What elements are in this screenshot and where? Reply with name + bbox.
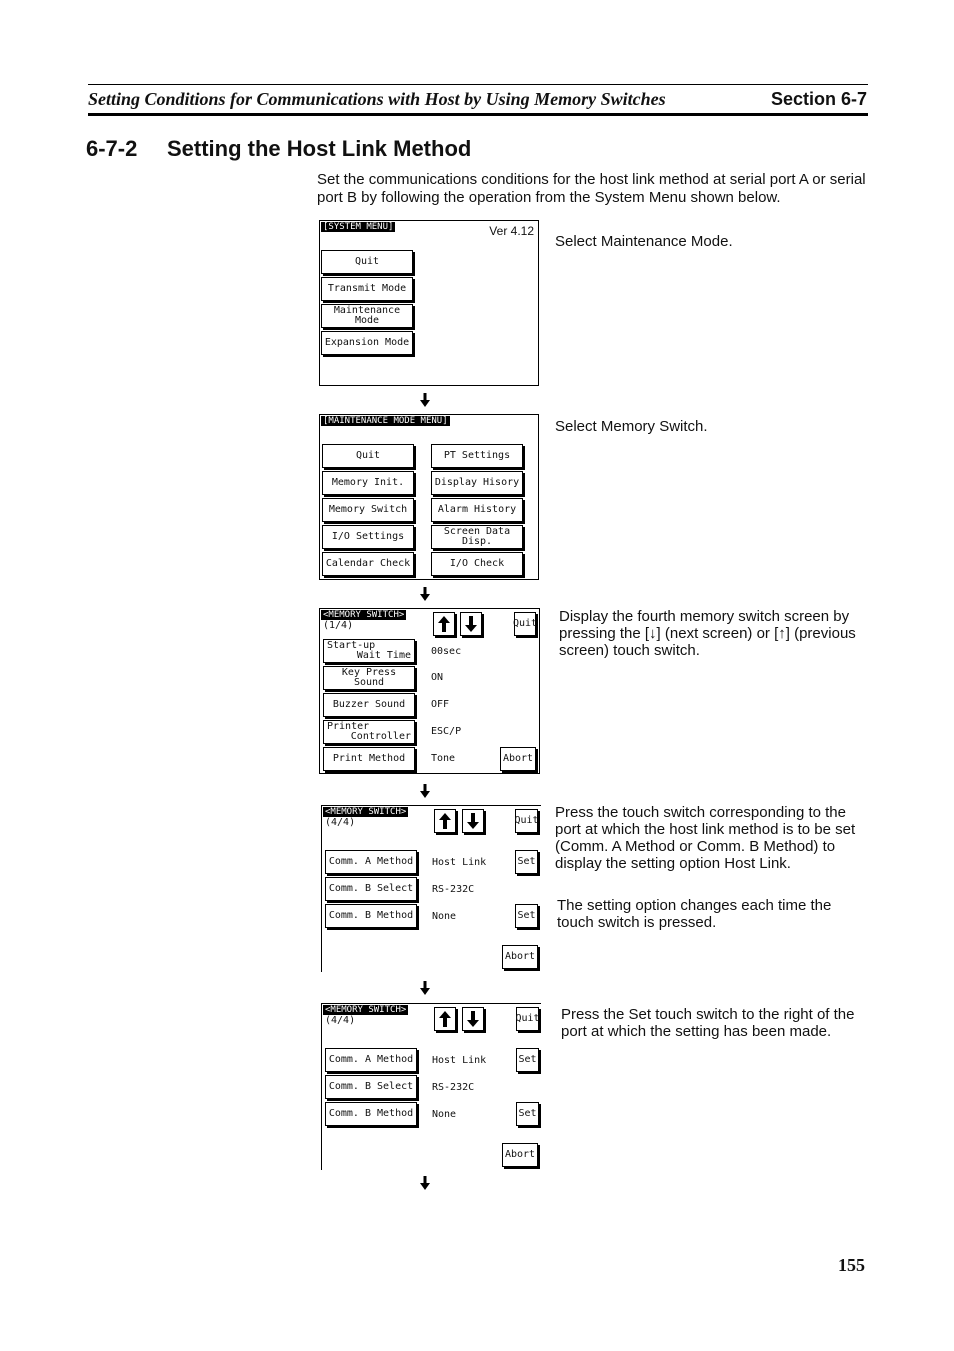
setting-value: Host Link xyxy=(432,1055,487,1066)
printer-controller-button[interactable] xyxy=(323,720,415,744)
comm-b-select-button[interactable]: Comm. B Select xyxy=(325,877,417,901)
abort-button[interactable]: Abort xyxy=(500,747,536,771)
expansion-mode-button[interactable]: Expansion Mode xyxy=(321,331,413,355)
transmit-mode-button[interactable]: Transmit Mode xyxy=(321,277,413,301)
step-note-4: Press the touch switch corresponding to the port at which the host link method is to be set (Comm. A Method or Comm. B Method) to display the setting option Host Link. xyxy=(555,804,856,872)
print-method-button[interactable]: Print Method xyxy=(323,747,415,771)
quit-button[interactable]: Quit xyxy=(515,809,538,833)
flow-arrow-down-icon xyxy=(420,587,430,601)
running-header-section: Section 6-7 xyxy=(770,89,867,109)
display-history-button[interactable]: Display Hisory xyxy=(431,471,523,495)
startup-wait-time-button[interactable] xyxy=(323,639,415,663)
comm-a-method-button[interactable]: Comm. A Method xyxy=(325,1048,417,1072)
screen-title: <MEMORY SWITCH> xyxy=(325,1005,407,1015)
button-label-line1: Printer xyxy=(327,721,370,732)
flow-arrow-down-icon xyxy=(420,393,430,407)
comm-b-select-button[interactable]: Comm. B Select xyxy=(325,1075,417,1099)
setting-value: ON xyxy=(431,672,444,683)
set-button[interactable]: Set xyxy=(516,1048,539,1072)
section-title: Setting the Host Link Method xyxy=(167,136,472,161)
header-rule-bottom xyxy=(88,113,868,116)
key-press-sound-button[interactable]: Key Press Sound xyxy=(323,666,415,690)
setting-value: OFF xyxy=(431,699,450,710)
button-label-line2: Wait Time xyxy=(356,650,411,661)
up-arrow-icon xyxy=(439,813,451,829)
setting-value: RS-232C xyxy=(432,884,475,895)
screen-title: [SYSTEM MENU] xyxy=(323,222,394,232)
quit-button[interactable]: Quit xyxy=(322,444,414,468)
memory-init-button[interactable]: Memory Init. xyxy=(322,471,414,495)
step-note-1: Select Maintenance Mode. xyxy=(555,233,733,250)
step-note-5: The setting option changes each time the touch switch is pressed. xyxy=(557,897,832,931)
setting-value: 00sec xyxy=(431,646,462,657)
maintenance-menu-screen xyxy=(319,414,539,580)
set-button[interactable]: Set xyxy=(515,904,538,928)
down-arrow-button[interactable] xyxy=(462,809,484,833)
buzzer-sound-button[interactable]: Buzzer Sound xyxy=(323,693,415,717)
up-arrow-button[interactable] xyxy=(434,809,456,833)
up-arrow-icon xyxy=(438,616,450,632)
up-arrow-button[interactable] xyxy=(434,1007,456,1031)
page-indicator: (4/4) xyxy=(325,817,356,828)
io-check-button[interactable]: I/O Check xyxy=(431,552,523,576)
running-header-title: Setting Conditions for Communications with Host by Using Memory Switches xyxy=(88,89,666,109)
version-label: Ver 4.12 xyxy=(489,224,534,238)
setting-value: None xyxy=(432,911,457,922)
down-arrow-icon xyxy=(467,1011,479,1027)
memory-switch-screen-4 xyxy=(321,805,541,972)
pt-settings-button[interactable]: PT Settings xyxy=(431,444,523,468)
alarm-history-button[interactable]: Alarm History xyxy=(431,498,523,522)
screen-title: <MEMORY SWITCH> xyxy=(325,807,407,817)
header-rule-top xyxy=(88,84,868,85)
flow-arrow-down-icon xyxy=(420,784,430,798)
down-arrow-icon xyxy=(467,813,479,829)
button-label-line2: Controller xyxy=(350,731,411,742)
abort-button[interactable]: Abort xyxy=(502,1143,538,1167)
memory-switch-screen-1 xyxy=(319,608,540,774)
screen-data-disp-button[interactable]: Screen Data Disp. xyxy=(431,525,523,549)
setting-value: Tone xyxy=(431,753,456,764)
down-arrow-icon xyxy=(465,616,477,632)
up-arrow-icon xyxy=(439,1011,451,1027)
maintenance-mode-button[interactable]: Maintenance Mode xyxy=(321,304,413,328)
set-button[interactable]: Set xyxy=(516,1102,539,1126)
memory-switch-screen-set xyxy=(321,1003,541,1170)
setting-value: RS-232C xyxy=(432,1082,475,1093)
button-label-line1: Start-up xyxy=(327,640,376,651)
memory-switch-button[interactable]: Memory Switch xyxy=(322,498,414,522)
down-arrow-button[interactable] xyxy=(462,1007,484,1031)
io-settings-button[interactable]: I/O Settings xyxy=(322,525,414,549)
screen-title: <MEMORY SWITCH> xyxy=(323,610,405,620)
setting-value: None xyxy=(432,1109,457,1120)
down-arrow-button[interactable] xyxy=(460,612,482,636)
up-arrow-button[interactable] xyxy=(433,612,455,636)
intro-paragraph: Set the communications conditions for the host link method at serial port A or serial port B by following the operation from the System Menu shown below. xyxy=(317,171,866,206)
screen-title: [MAINTENANCE MODE MENU] xyxy=(323,416,448,426)
page-indicator: (1/4) xyxy=(323,620,354,631)
comm-b-method-button[interactable]: Comm. B Method xyxy=(325,1102,417,1126)
set-button[interactable]: Set xyxy=(515,850,538,874)
calendar-check-button[interactable]: Calendar Check xyxy=(322,552,414,576)
quit-button[interactable]: Quit xyxy=(516,1007,539,1031)
comm-b-method-button[interactable]: Comm. B Method xyxy=(325,904,417,928)
abort-button[interactable]: Abort xyxy=(502,945,538,969)
page-indicator: (4/4) xyxy=(325,1015,356,1026)
quit-button[interactable]: Quit xyxy=(321,250,413,274)
setting-value: ESC/P xyxy=(431,726,462,737)
system-menu-screen xyxy=(319,220,539,386)
flow-arrow-down-icon xyxy=(420,981,430,995)
step-note-3: Display the fourth memory switch screen by pressing the [↓] (next screen) or [↑] (previous screen) touch switch. xyxy=(559,608,856,659)
setting-value: Host Link xyxy=(432,857,487,868)
page-number: 155 xyxy=(838,1255,865,1275)
flow-arrow-down-icon xyxy=(420,1176,430,1190)
step-note-6: Press the Set touch switch to the right of the port at which the setting has been made. xyxy=(561,1006,855,1040)
comm-a-method-button[interactable]: Comm. A Method xyxy=(325,850,417,874)
quit-button[interactable]: Quit xyxy=(514,612,536,636)
section-number: 6-7-2 xyxy=(86,136,138,161)
step-note-2: Select Memory Switch. xyxy=(555,418,708,435)
